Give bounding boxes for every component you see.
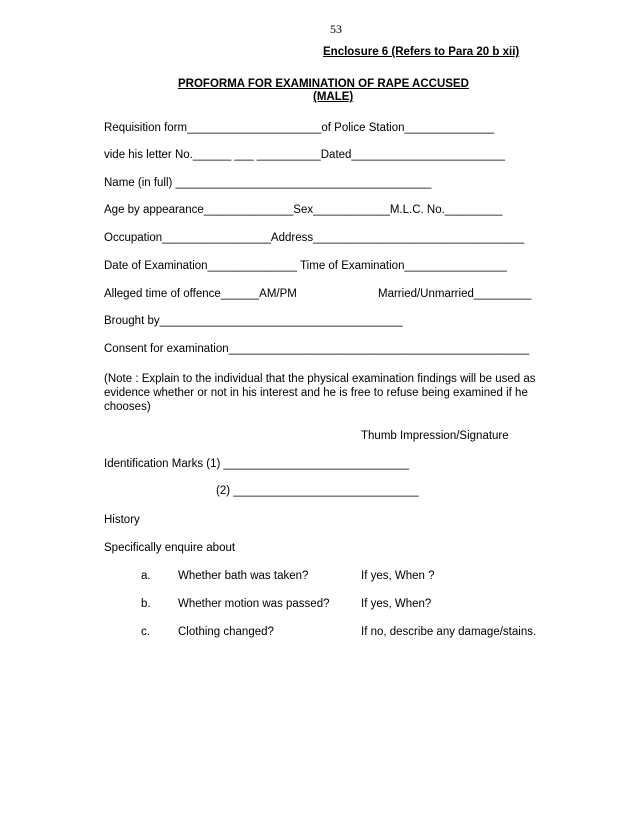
letter-field: vide his letter No.______ ___ __________Dated________________________: [104, 149, 505, 161]
list-item-letter: c.: [141, 626, 150, 638]
consent-field: Consent for examination_______________________________________________: [104, 343, 530, 355]
examination-date-time-field: Date of Examination______________ Time of Examination________________: [104, 260, 507, 272]
enquire-heading: Specifically enquire about: [104, 542, 236, 554]
list-item-question: Whether motion was passed?: [178, 598, 330, 610]
offence-time-field: Alleged time of offence______AM/PM: [104, 288, 297, 300]
list-item-question: Clothing changed?: [178, 626, 274, 638]
form-title-line2: (MALE): [313, 91, 354, 103]
note-line-1: (Note : Explain to the individual that the physical examination findings will be used as: [104, 373, 536, 385]
list-item-question: Whether bath was taken?: [178, 570, 309, 582]
brought-by-field: Brought by______________________________________: [104, 315, 403, 327]
occupation-address-field: Occupation_________________Address_________________________________: [104, 232, 525, 244]
list-item-followup: If no, describe any damage/stains.: [361, 626, 537, 638]
marital-status-field: Married/Unmarried_________: [378, 288, 532, 300]
enclosure-heading: Enclosure 6 (Refers to Para 20 b xii): [323, 46, 520, 58]
note-line-2: evidence whether or not in his interest and he is free to refuse being examined if he: [104, 387, 528, 399]
list-item-letter: a.: [141, 570, 151, 582]
note-line-3: chooses): [104, 401, 151, 413]
requisition-field: Requisition form_____________________of Police Station______________: [104, 122, 495, 134]
form-title-line1: PROFORMA FOR EXAMINATION OF RAPE ACCUSED: [178, 78, 469, 90]
history-heading: History: [104, 514, 140, 526]
thumb-signature-label: Thumb Impression/Signature: [361, 430, 509, 442]
list-item-followup: If yes, When ?: [361, 570, 435, 582]
list-item-letter: b.: [141, 598, 151, 610]
list-item-followup: If yes, When?: [361, 598, 432, 610]
page-number: 53: [330, 22, 342, 36]
identification-mark-2: (2) _____________________________: [216, 485, 419, 497]
name-field: Name (in full) ________________________________________: [104, 177, 432, 189]
identification-mark-1: Identification Marks (1) _____________________________: [104, 458, 409, 470]
age-sex-mlc-field: Age by appearance______________Sex____________M.L.C. No._________: [104, 204, 503, 216]
